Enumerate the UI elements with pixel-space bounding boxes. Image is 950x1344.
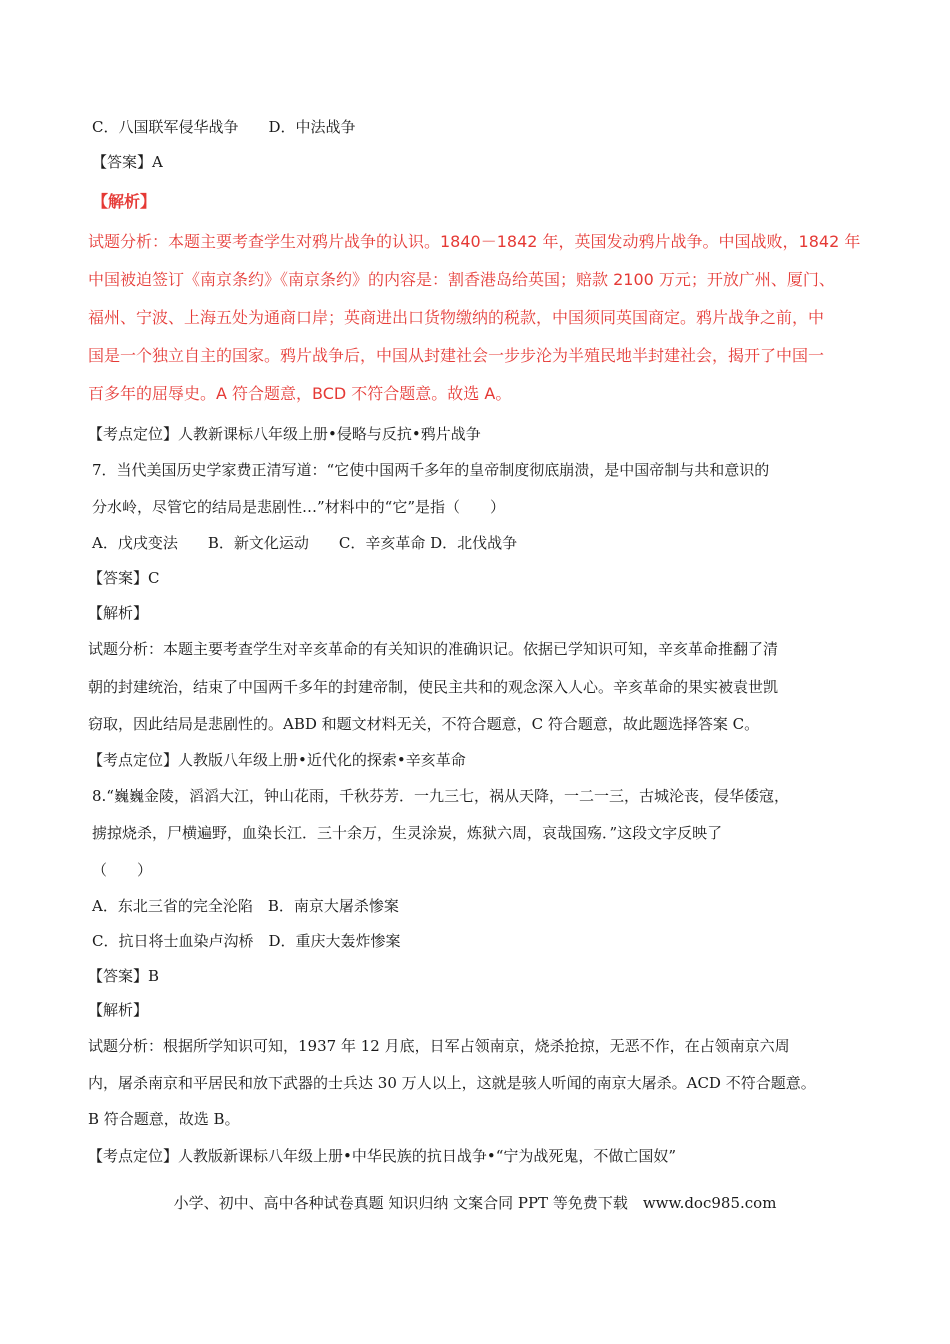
q6-kaodian: 【考点定位】人教新课标八年级上册•侵略与反抗•鸦片战争 — [88, 425, 481, 443]
q8-stem-line-2: 掳掠烧杀，尸横遍野，血染长江．三十余万，生灵涂炭，炼狱六周，哀哉国殇．”这段文字反映了 — [92, 824, 723, 842]
q6-analysis-line-1: 试题分析：本题主要考查学生对鸦片战争的认识。1840－1842 年，英国发动鸦片战争。中国战败，1842 年 — [88, 232, 861, 251]
q6-analysis-line-2: 中国被迫签订《南京条约》《南京条约》的内容是：割香港岛给英国；赔款 2100 万元；开放广州、厦门、 — [88, 270, 835, 289]
q8-analysis-label: 【解析】 — [88, 1001, 149, 1019]
q8-stem-line-1: 8.“巍巍金陵，滔滔大江，钟山花雨，千秋芬芳．一九三七，祸从天降，一二一三，古城沦丧，侵华倭寇， — [92, 787, 789, 805]
q7-analysis-line-3: 窃取，因此结局是悲剧性的。ABD 和题文材料无关，不符合题意，C 符合题意，故此题选择答案 C。 — [88, 715, 760, 733]
q8-options-ab: A．东北三省的完全沦陷 B．南京大屠杀惨案 — [92, 897, 399, 915]
page-footer: 小学、初中、高中各种试卷真题 知识归纳 文案合同 PPT 等免费下载 www.doc985.com — [173, 1194, 777, 1212]
q7-stem-line-1: 7．当代美国历史学家费正清写道：“它使中国两千多年的皇帝制度彻底崩溃，是中国帝制与共和意识的 — [92, 461, 770, 479]
q6-analysis-line-5: 百多年的屈辱史。A 符合题意，BCD 不符合题意。故选 A。 — [88, 384, 512, 403]
q8-analysis-line-3: B 符合题意，故选 B。 — [88, 1110, 240, 1128]
q8-stem-line-3: （ ） — [92, 861, 153, 879]
q8-options-cd: C．抗日将士血染卢沟桥 D．重庆大轰炸惨案 — [92, 932, 401, 950]
q8-analysis-line-2: 内，屠杀南京和平居民和放下武器的士兵达 30 万人以上，这就是骇人听闻的南京大屠杀。ACD 不符合题意。 — [88, 1074, 816, 1092]
q7-analysis-line-1: 试题分析：本题主要考查学生对辛亥革命的有关知识的准确识记。依据已学知识可知，辛亥革命推翻了清 — [88, 640, 779, 658]
q8-analysis-line-1: 试题分析：根据所学知识可知，1937 年 12 月底，日军占领南京，烧杀抢掠，无恶不作，在占领南京六周 — [88, 1037, 790, 1055]
q6-analysis-line-4: 国是一个独立自主的国家。鸦片战争后，中国从封建社会一步步沦为半殖民地半封建社会，揭开了中国一 — [88, 346, 825, 365]
q7-analysis-label: 【解析】 — [88, 604, 149, 622]
q7-kaodian: 【考点定位】人教版八年级上册•近代化的探索•辛亥革命 — [88, 751, 466, 769]
q8-kaodian: 【考点定位】人教版新课标八年级上册•中华民族的抗日战争•“宁为战死鬼，不做亡国奴” — [88, 1147, 677, 1165]
q7-analysis-line-2: 朝的封建统治，结束了中国两千多年的封建帝制，使民主共和的观念深入人心。辛亥革命的果实被袁世凯 — [88, 678, 779, 696]
q6-options-cd: C．八国联军侵华战争 D．中法战争 — [92, 118, 356, 136]
q7-stem-line-2: 分水岭，尽管它的结局是悲剧性…”材料中的“它”是指（ ） — [92, 498, 506, 516]
q8-answer: 【答案】B — [88, 967, 160, 985]
q7-options: A．戊戌变法 B．新文化运动 C．辛亥革命 D．北伐战争 — [92, 534, 518, 552]
q7-answer: 【答案】C — [88, 569, 160, 587]
q6-analysis-label: 【解析】 — [92, 192, 157, 211]
q6-answer: 【答案】A — [92, 153, 163, 171]
q6-analysis-line-3: 福州、宁波、上海五处为通商口岸；英商进出口货物缴纳的税款，中国须同英国商定。鸦片战争之前，中 — [88, 308, 825, 327]
